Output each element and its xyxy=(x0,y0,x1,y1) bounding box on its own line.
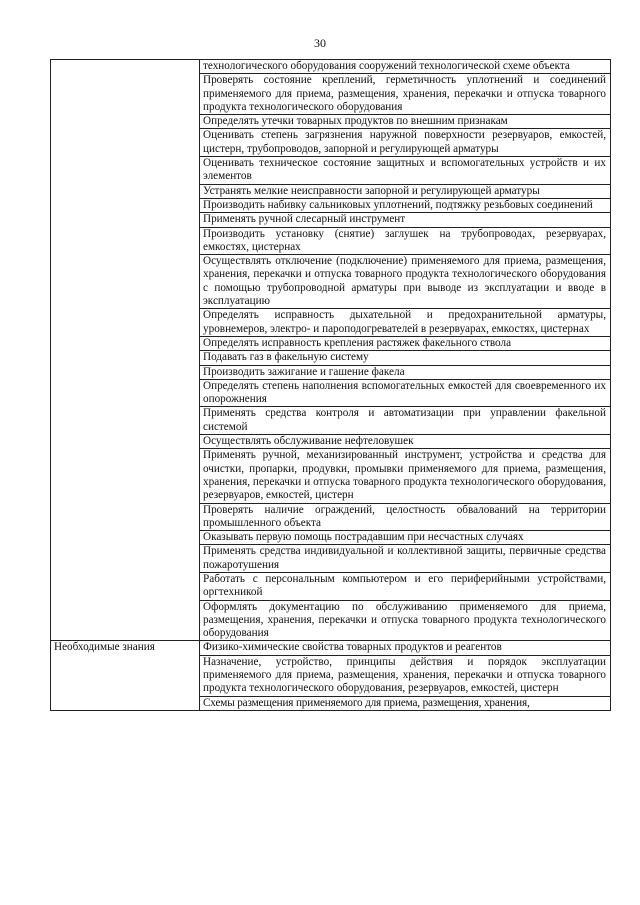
table-cell: Применять средства индивидуальной и коллективной защиты, первичные средства пожаротушения xyxy=(200,545,611,573)
table-cell: Определять степень наполнения вспомогательных емкостей для своевременного их опорожнения xyxy=(200,379,611,407)
table-cell: Определять исправность дыхательной и предохранительной арматуры, уровнемеров, электро- и пароподогревателей в резервуарах, емкостях, цистернах xyxy=(200,309,611,337)
table-row xyxy=(51,641,611,655)
table-cell: Определять исправность крепления растяжек факельного ствола xyxy=(200,336,611,350)
table-cell: Оценивать техническое состояние защитных и вспомогательных устройств и их элементов xyxy=(200,157,611,185)
table-cell: Оценивать степень загрязнения наружной поверхности резервуаров, емкостей, цистерн, трубопроводов, запорной и регулирующей арматуры xyxy=(200,129,611,157)
page-number: 30 xyxy=(314,36,326,50)
table-cell: Производить установку (снятие) заглушек на трубопроводах, резервуарах, емкостях, цистернах xyxy=(200,227,611,255)
table-cell: Осуществлять обслуживание нефтеловушек xyxy=(200,435,611,449)
table-cell: Применять средства контроля и автоматизации при управлении факельной системой xyxy=(200,407,611,435)
skills-label-cell xyxy=(51,60,200,641)
table-cell: Производить набивку сальниковых уплотнений, подтяжку резьбовых соединений xyxy=(200,198,611,212)
table-cell: Физико-химические свойства товарных продуктов и реагентов xyxy=(200,641,611,655)
table-cell: Осуществлять отключение (подключение) применяемого для приема, размещения, хранения, перекачки и отпуска товарного продукта технологического оборудования с помощью трубопроводной арматуры при выводе из эксплуатации и вводе в эксплуатацию xyxy=(200,255,611,309)
table-cell: Применять ручной, механизированный инструмент, устройства и средства для очистки, пропарки, продувки, промывки применяемого для приема, размещения, хранения, перекачки и отпуска товарного продукта технологического оборудования, резервуаров, емкостей, цистерн xyxy=(200,449,611,503)
table-cell: Устранять мелкие неисправности запорной и регулирующей арматуры xyxy=(200,184,611,198)
table-cell: технологического оборудования сооружений технологической схеме объекта xyxy=(200,60,611,74)
table-cell: Подавать газ в факельную систему xyxy=(200,351,611,365)
table-cell: Проверять наличие ограждений, целостность обвалований на территории промышленного объекта xyxy=(200,503,611,531)
table-cell: Определять утечки товарных продуктов по внешним признакам xyxy=(200,115,611,129)
table-cell: Применять ручной слесарный инструмент xyxy=(200,213,611,227)
table-row xyxy=(51,60,611,74)
table-cell: Назначение, устройство, принципы действия и порядок эксплуатации применяемого для приема, размещения, хранения, перекачки и отпуска товарного продукта технологического оборудования, резервуаров, емкостей, цистерн xyxy=(200,655,611,696)
knowledge-label-cell: Необходимые знания xyxy=(51,641,200,710)
table-cell: Оформлять документацию по обслуживанию применяемого для приема, размещения, хранения, перекачки и отпуска товарного продукта технологического оборудования xyxy=(200,600,611,641)
table-cell: Работать с персональным компьютером и его периферийными устройствами, оргтехникой xyxy=(200,572,611,600)
table-cell: Схемы размещения применяемого для приема, размещения, хранения, xyxy=(200,696,611,710)
table-cell: Проверять состояние креплений, герметичность уплотнений и соединений применяемого для приема, размещения, хранения, перекачки и отпуска товарного продукта технологического оборудования xyxy=(200,74,611,115)
table-cell: Производить зажигание и гашение факела xyxy=(200,365,611,379)
requirements-table xyxy=(50,59,611,711)
table-cell: Оказывать первую помощь пострадавшим при несчастных случаях xyxy=(200,531,611,545)
